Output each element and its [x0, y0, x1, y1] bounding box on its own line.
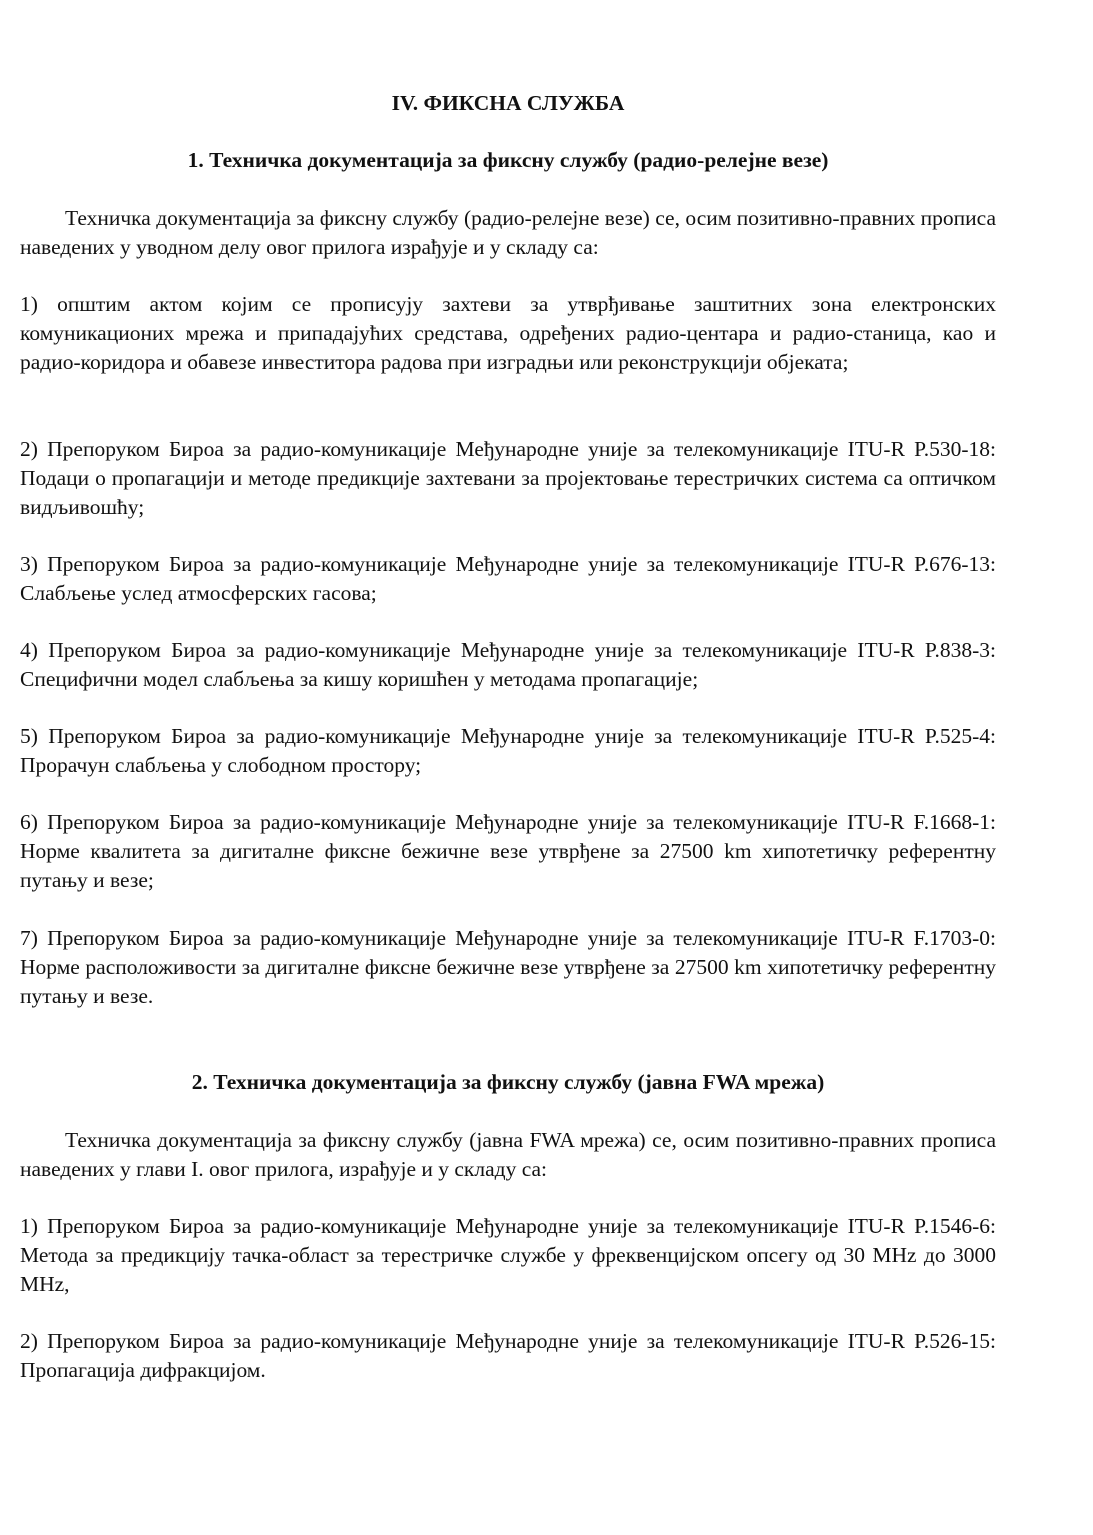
section-2-intro: Техничка документација за фиксну службу (јавна FWA мрежа) се, осим позитивно-правних прописа наведених у глави I. овог прилога, израђује и у складу са:: [20, 1128, 996, 1181]
section-1-item-1: 1) општим актом којим се прописују захтеви за утврђивање заштитних зона електронских комуникационих мрежа и припадајућих средстава, одређених радио-центара и радио-станица, као и радио-коридора и обавезе инвеститора радова при изградњи или реконструкцији објеката;: [20, 292, 996, 374]
section-1-item-5: 5) Препоруком Бироа за радио-комуникације Међународне уније за телекомуникације ITU-R P.525-4: Прорачун слабљења у слободном простору;: [20, 724, 996, 777]
section-1-item-6: 6) Препоруком Бироа за радио-комуникације Међународне уније за телекомуникације ITU-R F.1668-1: Норме квалитета за дигиталне фиксне бежичне везе утврђене за 27500 km хипотетичку референтну путању и везе;: [20, 810, 996, 892]
section-1-item-7: 7) Препоруком Бироа за радио-комуникације Међународне уније за телекомуникације ITU-R F.1703-0: Норме расположивости за дигиталне фиксне бежичне везе утврђене за 27500 km хипотетичку референтну путању и везе.: [20, 926, 996, 1008]
section-1-item-2: 2) Препоруком Бироа за радио-комуникације Међународне уније за телекомуникације ITU-R P.530-18: Подаци о пропагацији и методе предикције захтевани за пројектовање терестричких система са оптичком видљивошћу;: [20, 437, 996, 519]
section-1-item-4: 4) Препоруком Бироа за радио-комуникације Међународне уније за телекомуникације ITU-R P.838-3: Специфични модел слабљења за кишу коришћен у методама пропагације;: [20, 638, 996, 691]
section-2-heading: 2. Техничка документација за фиксну службу (јавна FWA мрежа): [191, 1070, 825, 1094]
section-2-item-1: 1) Препоруком Бироа за радио-комуникације Међународне уније за телекомуникације ITU-R P.1546-6: Метода за предикцију тачка-област за терестричке службе у фреквенцијском опсегу од 30 MHz до 3000 MHz,: [20, 1214, 996, 1296]
section-1-item-3: 3) Препоруком Бироа за радио-комуникације Међународне уније за телекомуникације ITU-R P.676-13: Слабљење услед атмосферских гасова;: [20, 552, 996, 605]
main-title: IV. ФИКСНА СЛУЖБА: [391, 91, 625, 115]
section-1-heading: 1. Техничка документација за фиксну службу (радио-релејне везе): [187, 148, 829, 172]
section-2-item-2: 2) Препоруком Бироа за радио-комуникације Међународне уније за телекомуникације ITU-R P.526-15: Пропагација дифракцијом.: [20, 1329, 996, 1382]
section-1-intro: Техничка документација за фиксну службу (радио-релејне везе) се, осим позитивно-правних прописа наведених у уводном делу овог прилога израђује и у складу са:: [20, 206, 996, 259]
